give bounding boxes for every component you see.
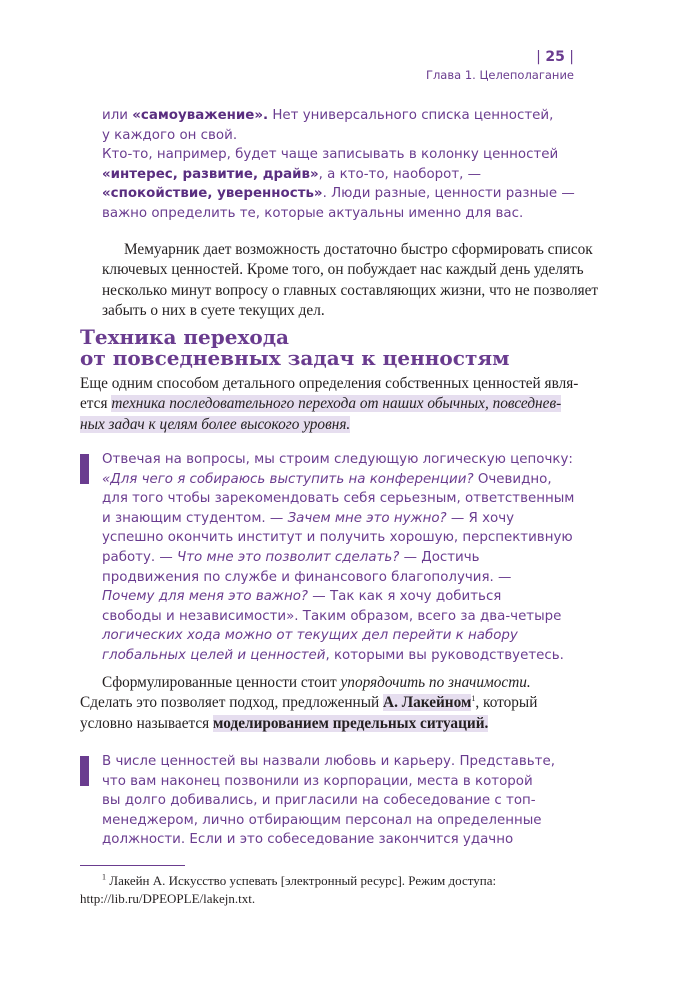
text-line: Сделать это позволяет подход, предложенный А. Лакейном$^1$, который xyxy=(80,694,538,712)
footnote-link[interactable]: http://lib.ru/DPEOPLE/lakejn.txt. xyxy=(80,891,256,906)
text-line: продвижения по службе и финансового благополучия. — xyxy=(102,569,512,585)
text-line: ется техника последовательного перехода от наших обычных, повседнев- xyxy=(80,395,562,413)
page-number-value: 25 xyxy=(545,49,565,65)
text-line: или «самоуважение». Нет универсального списка ценностей, xyxy=(102,108,554,123)
text-line: В числе ценностей вы назвали любовь и карьеру. Представьте, xyxy=(102,754,555,769)
text-line: забыть о них в суете текущих дел. xyxy=(102,302,325,320)
section-heading xyxy=(80,327,600,369)
page-number: | 25 | xyxy=(536,49,574,65)
footnote-divider xyxy=(80,865,185,866)
text-line: «Для чего я собираюсь выступить на конференции? Очевидно, xyxy=(102,471,552,487)
text-line: Еще одним способом детального определения собственных ценностей явля- xyxy=(80,375,579,392)
technique-intro-paragraph xyxy=(80,374,580,435)
text-line: Почему для меня это важно? — Так как я хочу добиться xyxy=(102,589,502,605)
text-line: несколько минут вопросу о главных составляющих жизни, что не позволяет xyxy=(102,281,599,299)
heading-line: Техника перехода xyxy=(80,325,289,349)
footnote-line: $^1$ Лакейн А. Искусство успевать [электронный ресурс]. Режим доступа: xyxy=(102,872,497,888)
text-line: логических хода можно от текущих дел перейти к набору xyxy=(102,628,518,644)
callout-marker xyxy=(80,454,89,484)
callout-marker xyxy=(80,756,89,786)
text-line: успешно окончить институт и получить хорошую, перспективную xyxy=(102,530,573,546)
memoir-paragraph xyxy=(102,240,599,322)
text-line: работу. — Что мне это позволит сделать? — Достичь xyxy=(102,549,480,565)
chapter-title: Глава 1. Целеполагание xyxy=(425,68,574,82)
career-scenario-callout xyxy=(80,752,580,850)
text-line: для того чтобы зарекомендовать себя серьезным, ответственным xyxy=(102,491,575,507)
page-header xyxy=(426,48,574,83)
text-line: условно называется моделированием предельных ситуаций. xyxy=(80,714,489,732)
text-line: глобальных целей и ценностей, которыми вы руководствуетесь. xyxy=(102,647,564,663)
text-line: вы долго добивались, и пригласили на собеседование с топ- xyxy=(102,793,536,809)
ranking-paragraph xyxy=(80,673,580,734)
text-line: у каждого он свой. xyxy=(102,127,238,143)
text-line: менеджером, лично отбирающим персонал на определенные xyxy=(102,812,542,828)
text-line: должности. Если и это собеседование закончится удачно xyxy=(102,832,514,848)
text-line: ных задач к целям более высокого уровня. xyxy=(80,415,351,433)
text-line: свободы и независимости». Таким образом, всего за два-четыре xyxy=(102,608,562,624)
text-line: ключевых ценностей. Кроме того, он побуждает нас каждый день уделять xyxy=(102,261,584,279)
text-line: «спокойствие, уверенность». Люди разные, ценности разные — xyxy=(102,186,575,202)
footnote-ref[interactable]: 1 xyxy=(471,694,476,704)
values-note-paragraph xyxy=(102,106,582,224)
text-line: важно определить те, которые актуальны именно для вас. xyxy=(102,205,524,221)
text-line: что вам наконец позвонили из корпорации, места в которой xyxy=(102,773,533,789)
text-line: Кто-то, например, будет чаще записывать в колонку ценностей xyxy=(102,147,559,163)
text-line: Мемуарник дает возможность достаточно быстро сформировать список xyxy=(124,241,593,258)
text-line: и знающим студентом. — Зачем мне это нужно? — Я хочу xyxy=(102,510,515,526)
footnote xyxy=(80,872,580,908)
text-line: «интерес, развитие, драйв», а кто-то, наоборот, — xyxy=(102,166,482,182)
logic-chain-callout xyxy=(80,450,580,666)
text-line: Сформулированные ценности стоит упорядочить по значимости. xyxy=(102,674,531,691)
text-line: Отвечая на вопросы, мы строим следующую логическую цепочку: xyxy=(102,452,573,467)
heading-line: от повседневных задач к ценностям xyxy=(80,346,510,370)
